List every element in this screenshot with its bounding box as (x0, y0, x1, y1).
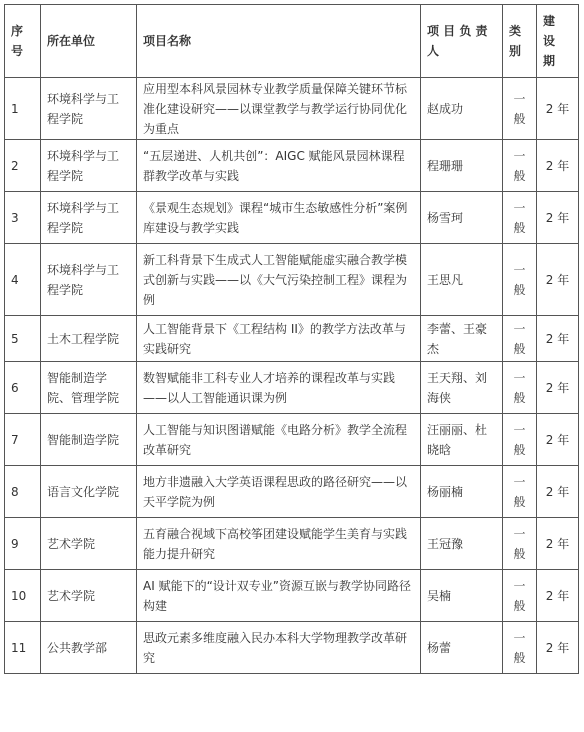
header-type-char: 别 (509, 44, 522, 58)
cell-leader: 汪丽丽、杜晓晗 (421, 414, 503, 466)
cell-leader: 吴楠 (421, 570, 503, 622)
header-type-char: 类 (509, 24, 522, 38)
cell-unit: 公共教学部 (41, 622, 137, 674)
cell-project: 思政元素多维度融入民办本科大学物理教学改革研究 (137, 622, 421, 674)
cell-leader: 王天翔、刘海侠 (421, 362, 503, 414)
header-period-char: 建 (543, 14, 556, 28)
cell-period: 2 年 (537, 78, 579, 140)
cell-type: 一般 (503, 78, 537, 140)
cell-leader: 王思凡 (421, 244, 503, 316)
cell-leader: 杨雪珂 (421, 192, 503, 244)
cell-period: 2 年 (537, 244, 579, 316)
table-row (5, 414, 579, 466)
cell-leader: 杨丽楠 (421, 466, 503, 518)
header-period (537, 5, 579, 78)
cell-project: 《景观生态规划》课程“城市生态敏感性分析”案例库建设与教学实践 (137, 192, 421, 244)
cell-seq: 3 (5, 192, 41, 244)
cell-period: 2 年 (537, 622, 579, 674)
cell-seq: 1 (5, 78, 41, 140)
table-row (5, 362, 579, 414)
cell-project: 应用型本科风景园林专业教学质量保障关键环节标准化建设研究——以课堂教学与教学运行协同优化为重点 (137, 78, 421, 140)
cell-project: 地方非遗融入大学英语课程思政的路径研究——以天平学院为例 (137, 466, 421, 518)
cell-project: 人工智能背景下《工程结构 II》的教学方法改革与实践研究 (137, 316, 421, 362)
cell-leader: 杨蕾 (421, 622, 503, 674)
cell-period: 2 年 (537, 316, 579, 362)
table-row (5, 192, 579, 244)
table-row (5, 140, 579, 192)
cell-seq: 2 (5, 140, 41, 192)
cell-project: 数智赋能非工科专业人才培养的课程改革与实践——以人工智能通识课为例 (137, 362, 421, 414)
cell-seq: 10 (5, 570, 41, 622)
table-row (5, 316, 579, 362)
cell-leader: 王冠豫 (421, 518, 503, 570)
cell-type: 一般 (503, 244, 537, 316)
cell-type: 一般 (503, 362, 537, 414)
table-row (5, 78, 579, 140)
cell-type: 一般 (503, 518, 537, 570)
cell-period: 2 年 (537, 414, 579, 466)
cell-leader: 赵成功 (421, 78, 503, 140)
header-row (5, 5, 579, 78)
cell-period: 2 年 (537, 518, 579, 570)
cell-type: 一般 (503, 414, 537, 466)
table-row (5, 570, 579, 622)
cell-leader: 程珊珊 (421, 140, 503, 192)
table-row (5, 518, 579, 570)
header-seq-char: 序 (11, 24, 24, 38)
cell-project: 新工科背景下生成式人工智能赋能虚实融合教学模式创新与实践——以《大气污染控制工程》课程为例 (137, 244, 421, 316)
cell-period: 2 年 (537, 192, 579, 244)
cell-period: 2 年 (537, 466, 579, 518)
cell-seq: 6 (5, 362, 41, 414)
cell-unit: 环境科学与工程学院 (41, 192, 137, 244)
cell-project: 人工智能与知识图谱赋能《电路分析》教学全流程改革研究 (137, 414, 421, 466)
table-row (5, 466, 579, 518)
header-seq-char: 号 (11, 44, 24, 58)
cell-project: “五层递进、人机共创”：AIGC 赋能风景园林课程群教学改革与实践 (137, 140, 421, 192)
cell-type: 一般 (503, 140, 537, 192)
cell-seq: 9 (5, 518, 41, 570)
cell-project: 五育融合视域下高校筝团建设赋能学生美育与实践能力提升研究 (137, 518, 421, 570)
header-project: 项目名称 (137, 5, 421, 78)
cell-type: 一般 (503, 316, 537, 362)
cell-type: 一般 (503, 466, 537, 518)
header-unit: 所在单位 (41, 5, 137, 78)
header-type (503, 5, 537, 78)
cell-type: 一般 (503, 570, 537, 622)
header-period-char: 期 (543, 54, 556, 68)
cell-unit: 智能制造学院、管理学院 (41, 362, 137, 414)
cell-unit: 环境科学与工程学院 (41, 244, 137, 316)
cell-unit: 环境科学与工程学院 (41, 140, 137, 192)
project-table (4, 4, 579, 674)
cell-unit: 语言文化学院 (41, 466, 137, 518)
cell-type: 一般 (503, 192, 537, 244)
cell-period: 2 年 (537, 362, 579, 414)
table-row (5, 622, 579, 674)
cell-unit: 环境科学与工程学院 (41, 78, 137, 140)
table-row (5, 244, 579, 316)
cell-unit: 土木工程学院 (41, 316, 137, 362)
cell-unit: 艺术学院 (41, 570, 137, 622)
header-seq (5, 5, 41, 78)
header-leader: 项 目 负 责人 (421, 5, 503, 78)
cell-period: 2 年 (537, 570, 579, 622)
header-period-char: 设 (543, 34, 556, 48)
cell-seq: 7 (5, 414, 41, 466)
cell-seq: 11 (5, 622, 41, 674)
cell-leader: 李蕾、王豪杰 (421, 316, 503, 362)
cell-unit: 艺术学院 (41, 518, 137, 570)
cell-seq: 5 (5, 316, 41, 362)
cell-period: 2 年 (537, 140, 579, 192)
cell-unit: 智能制造学院 (41, 414, 137, 466)
cell-type: 一般 (503, 622, 537, 674)
cell-project: AI 赋能下的“设计双专业”资源互嵌与教学协同路径构建 (137, 570, 421, 622)
cell-seq: 4 (5, 244, 41, 316)
cell-seq: 8 (5, 466, 41, 518)
